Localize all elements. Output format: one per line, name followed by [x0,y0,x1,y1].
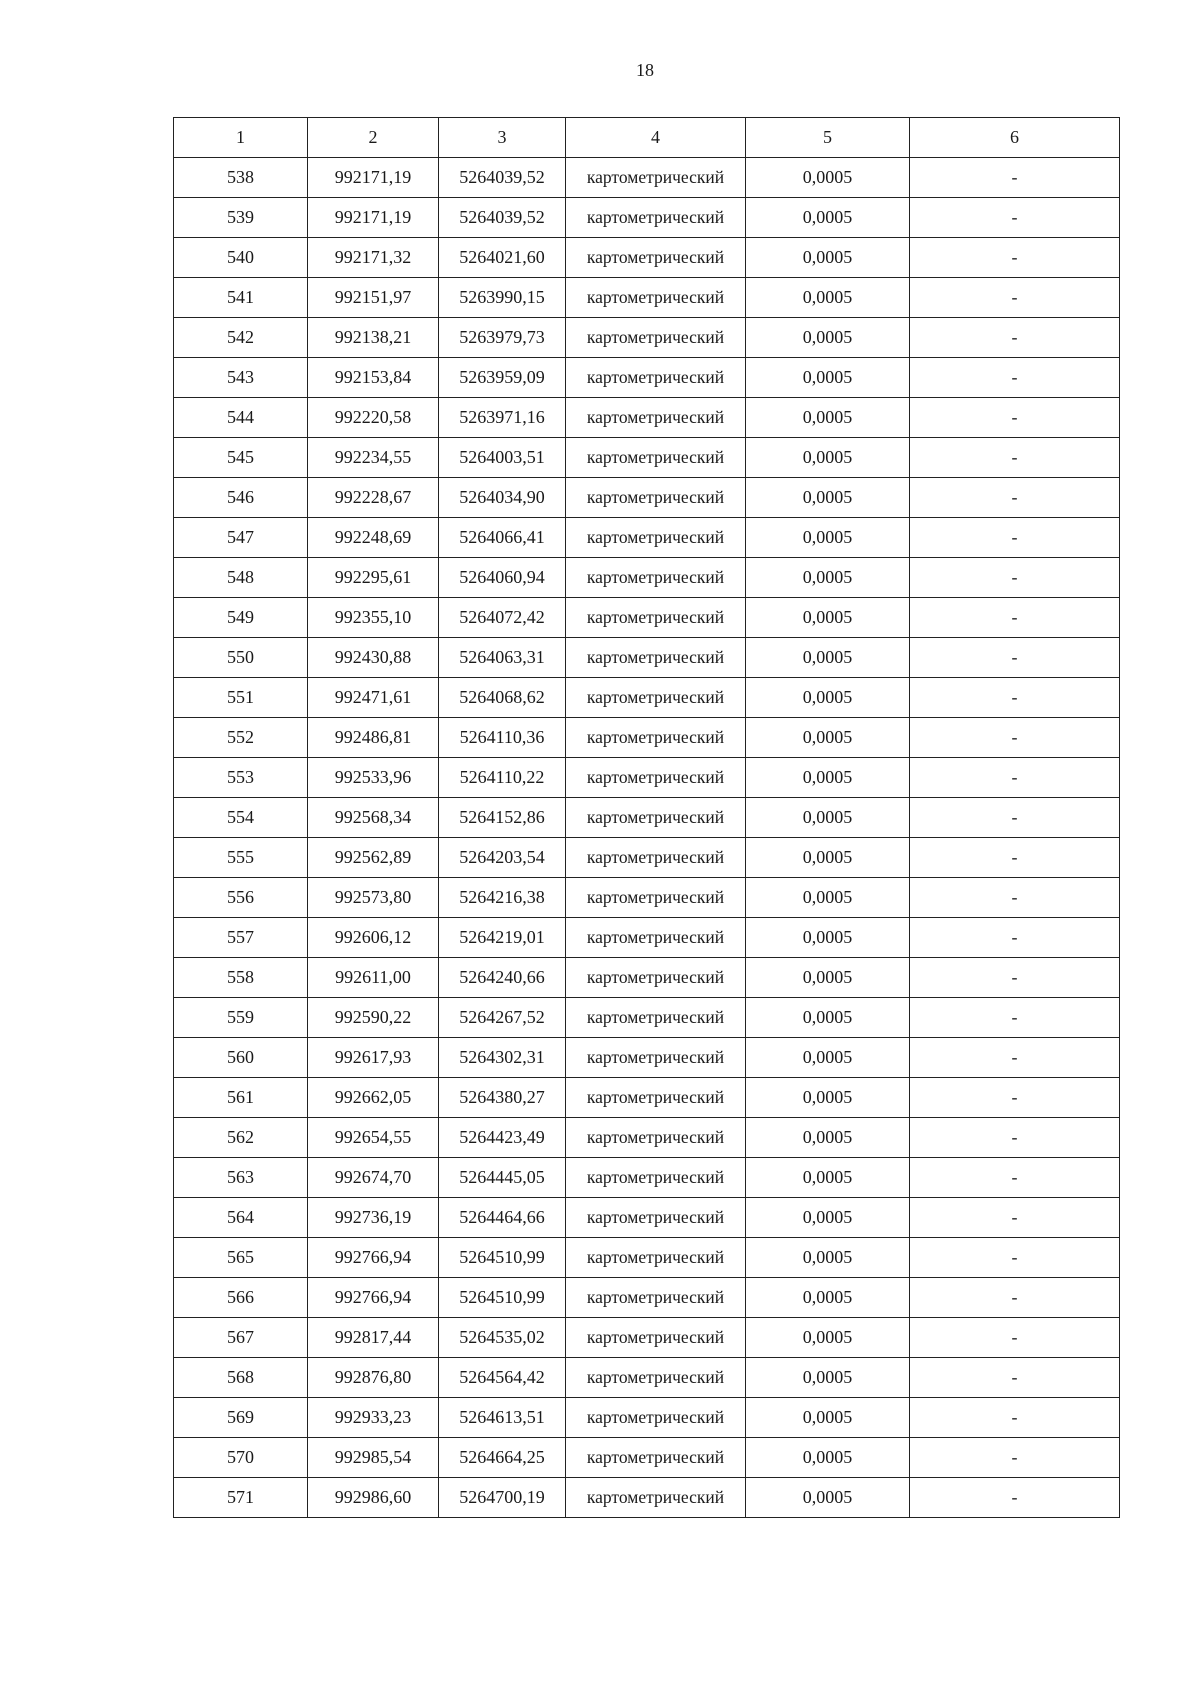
note-cell: - [910,1078,1120,1118]
note-cell: - [910,318,1120,358]
point-number-cell: 543 [174,358,308,398]
table-row [174,478,1120,518]
method-cell: картометрический [566,798,746,838]
point-number-cell: 570 [174,1438,308,1478]
note-cell: - [910,1038,1120,1078]
method-cell: картометрический [566,958,746,998]
note-cell: - [910,398,1120,438]
y-coordinate-cell: 5264003,51 [439,438,566,478]
method-cell: картометрический [566,1398,746,1438]
x-coordinate-cell: 992138,21 [308,318,439,358]
method-cell: картометрический [566,1198,746,1238]
x-coordinate-cell: 992985,54 [308,1438,439,1478]
y-coordinate-cell: 5264110,36 [439,718,566,758]
accuracy-cell: 0,0005 [746,838,910,878]
accuracy-cell: 0,0005 [746,998,910,1038]
accuracy-cell: 0,0005 [746,478,910,518]
note-cell: - [910,438,1120,478]
point-number-cell: 550 [174,638,308,678]
point-number-cell: 569 [174,1398,308,1438]
x-coordinate-cell: 992151,97 [308,278,439,318]
note-cell: - [910,1438,1120,1478]
x-coordinate-cell: 992171,32 [308,238,439,278]
accuracy-cell: 0,0005 [746,318,910,358]
accuracy-cell: 0,0005 [746,1398,910,1438]
y-coordinate-cell: 5264240,66 [439,958,566,998]
y-coordinate-cell: 5263979,73 [439,318,566,358]
x-coordinate-cell: 992562,89 [308,838,439,878]
accuracy-cell: 0,0005 [746,598,910,638]
table-row [174,158,1120,198]
y-coordinate-cell: 5264613,51 [439,1398,566,1438]
y-coordinate-cell: 5264302,31 [439,1038,566,1078]
note-cell: - [910,638,1120,678]
x-coordinate-cell: 992573,80 [308,878,439,918]
accuracy-cell: 0,0005 [746,1438,910,1478]
table-row [174,998,1120,1038]
column-header: 6 [910,118,1120,158]
y-coordinate-cell: 5264110,22 [439,758,566,798]
note-cell: - [910,518,1120,558]
method-cell: картометрический [566,1438,746,1478]
point-number-cell: 539 [174,198,308,238]
note-cell: - [910,358,1120,398]
point-number-cell: 563 [174,1158,308,1198]
x-coordinate-cell: 992674,70 [308,1158,439,1198]
x-coordinate-cell: 992533,96 [308,758,439,798]
note-cell: - [910,958,1120,998]
note-cell: - [910,238,1120,278]
x-coordinate-cell: 992986,60 [308,1478,439,1518]
table-row [174,1358,1120,1398]
y-coordinate-cell: 5264039,52 [439,158,566,198]
accuracy-cell: 0,0005 [746,158,910,198]
table-row [174,1038,1120,1078]
accuracy-cell: 0,0005 [746,278,910,318]
note-cell: - [910,1238,1120,1278]
accuracy-cell: 0,0005 [746,1278,910,1318]
x-coordinate-cell: 992766,94 [308,1238,439,1278]
note-cell: - [910,1358,1120,1398]
accuracy-cell: 0,0005 [746,1198,910,1238]
accuracy-cell: 0,0005 [746,518,910,558]
table-row [174,1078,1120,1118]
table-row [174,238,1120,278]
note-cell: - [910,1398,1120,1438]
method-cell: картометрический [566,1158,746,1198]
point-number-cell: 549 [174,598,308,638]
y-coordinate-cell: 5264464,66 [439,1198,566,1238]
table-row [174,398,1120,438]
table-row [174,718,1120,758]
column-header: 1 [174,118,308,158]
table-row [174,318,1120,358]
note-cell: - [910,678,1120,718]
table-row [174,918,1120,958]
accuracy-cell: 0,0005 [746,878,910,918]
point-number-cell: 568 [174,1358,308,1398]
x-coordinate-cell: 992228,67 [308,478,439,518]
table-row [174,1438,1120,1478]
point-number-cell: 566 [174,1278,308,1318]
y-coordinate-cell: 5263990,15 [439,278,566,318]
column-header: 3 [439,118,566,158]
y-coordinate-cell: 5264068,62 [439,678,566,718]
point-number-cell: 553 [174,758,308,798]
table-row [174,638,1120,678]
table-row [174,358,1120,398]
method-cell: картометрический [566,1118,746,1158]
coordinates-table [173,117,1120,1518]
point-number-cell: 560 [174,1038,308,1078]
x-coordinate-cell: 992171,19 [308,198,439,238]
note-cell: - [910,1278,1120,1318]
method-cell: картометрический [566,878,746,918]
method-cell: картометрический [566,678,746,718]
note-cell: - [910,1118,1120,1158]
x-coordinate-cell: 992486,81 [308,718,439,758]
accuracy-cell: 0,0005 [746,1038,910,1078]
y-coordinate-cell: 5264034,90 [439,478,566,518]
table-row [174,1318,1120,1358]
point-number-cell: 552 [174,718,308,758]
table-row [174,1478,1120,1518]
method-cell: картометрический [566,1278,746,1318]
y-coordinate-cell: 5264072,42 [439,598,566,638]
table-row [174,1238,1120,1278]
y-coordinate-cell: 5264203,54 [439,838,566,878]
point-number-cell: 551 [174,678,308,718]
method-cell: картометрический [566,1078,746,1118]
method-cell: картометрический [566,1318,746,1358]
accuracy-cell: 0,0005 [746,1118,910,1158]
point-number-cell: 538 [174,158,308,198]
method-cell: картометрический [566,318,746,358]
x-coordinate-cell: 992355,10 [308,598,439,638]
y-coordinate-cell: 5264700,19 [439,1478,566,1518]
note-cell: - [910,1478,1120,1518]
column-header: 5 [746,118,910,158]
x-coordinate-cell: 992817,44 [308,1318,439,1358]
point-number-cell: 567 [174,1318,308,1358]
table-row [174,278,1120,318]
point-number-cell: 561 [174,1078,308,1118]
point-number-cell: 544 [174,398,308,438]
table-row [174,518,1120,558]
point-number-cell: 547 [174,518,308,558]
accuracy-cell: 0,0005 [746,1238,910,1278]
table-row [174,878,1120,918]
table-row [174,798,1120,838]
table-row [174,1118,1120,1158]
x-coordinate-cell: 992234,55 [308,438,439,478]
y-coordinate-cell: 5264380,27 [439,1078,566,1118]
method-cell: картометрический [566,1038,746,1078]
method-cell: картометрический [566,838,746,878]
method-cell: картометрический [566,758,746,798]
accuracy-cell: 0,0005 [746,238,910,278]
accuracy-cell: 0,0005 [746,678,910,718]
note-cell: - [910,158,1120,198]
column-header: 4 [566,118,746,158]
y-coordinate-cell: 5264219,01 [439,918,566,958]
page-number: 18 [636,60,654,80]
method-cell: картометрический [566,1358,746,1398]
method-cell: картометрический [566,278,746,318]
accuracy-cell: 0,0005 [746,1158,910,1198]
x-coordinate-cell: 992933,23 [308,1398,439,1438]
x-coordinate-cell: 992654,55 [308,1118,439,1158]
accuracy-cell: 0,0005 [746,1078,910,1118]
method-cell: картометрический [566,918,746,958]
method-cell: картометрический [566,558,746,598]
x-coordinate-cell: 992590,22 [308,998,439,1038]
x-coordinate-cell: 992430,88 [308,638,439,678]
accuracy-cell: 0,0005 [746,1358,910,1398]
y-coordinate-cell: 5264510,99 [439,1238,566,1278]
accuracy-cell: 0,0005 [746,918,910,958]
note-cell: - [910,758,1120,798]
x-coordinate-cell: 992766,94 [308,1278,439,1318]
method-cell: картометрический [566,438,746,478]
column-header: 2 [308,118,439,158]
point-number-cell: 554 [174,798,308,838]
note-cell: - [910,1318,1120,1358]
point-number-cell: 571 [174,1478,308,1518]
y-coordinate-cell: 5264445,05 [439,1158,566,1198]
method-cell: картометрический [566,398,746,438]
point-number-cell: 556 [174,878,308,918]
table-row [174,438,1120,478]
table-row [174,198,1120,238]
table-body [174,158,1120,1518]
y-coordinate-cell: 5263959,09 [439,358,566,398]
point-number-cell: 555 [174,838,308,878]
point-number-cell: 564 [174,1198,308,1238]
table-row [174,598,1120,638]
method-cell: картометрический [566,998,746,1038]
note-cell: - [910,1198,1120,1238]
accuracy-cell: 0,0005 [746,398,910,438]
accuracy-cell: 0,0005 [746,758,910,798]
accuracy-cell: 0,0005 [746,638,910,678]
x-coordinate-cell: 992736,19 [308,1198,439,1238]
note-cell: - [910,838,1120,878]
note-cell: - [910,918,1120,958]
y-coordinate-cell: 5264664,25 [439,1438,566,1478]
method-cell: картометрический [566,198,746,238]
method-cell: картометрический [566,518,746,558]
point-number-cell: 548 [174,558,308,598]
point-number-cell: 540 [174,238,308,278]
method-cell: картометрический [566,238,746,278]
table-row [174,838,1120,878]
point-number-cell: 559 [174,998,308,1038]
table-row [174,1398,1120,1438]
note-cell: - [910,798,1120,838]
y-coordinate-cell: 5264423,49 [439,1118,566,1158]
x-coordinate-cell: 992617,93 [308,1038,439,1078]
note-cell: - [910,1158,1120,1198]
accuracy-cell: 0,0005 [746,438,910,478]
point-number-cell: 545 [174,438,308,478]
point-number-cell: 546 [174,478,308,518]
y-coordinate-cell: 5264066,41 [439,518,566,558]
x-coordinate-cell: 992606,12 [308,918,439,958]
x-coordinate-cell: 992662,05 [308,1078,439,1118]
y-coordinate-cell: 5264535,02 [439,1318,566,1358]
table-row [174,1198,1120,1238]
method-cell: картометрический [566,478,746,518]
accuracy-cell: 0,0005 [746,1478,910,1518]
point-number-cell: 541 [174,278,308,318]
point-number-cell: 542 [174,318,308,358]
table-row [174,558,1120,598]
y-coordinate-cell: 5264063,31 [439,638,566,678]
point-number-cell: 558 [174,958,308,998]
table-row [174,758,1120,798]
note-cell: - [910,878,1120,918]
method-cell: картометрический [566,1238,746,1278]
method-cell: картометрический [566,358,746,398]
method-cell: картометрический [566,158,746,198]
x-coordinate-cell: 992295,61 [308,558,439,598]
accuracy-cell: 0,0005 [746,358,910,398]
note-cell: - [910,478,1120,518]
y-coordinate-cell: 5264267,52 [439,998,566,1038]
table-row [174,678,1120,718]
accuracy-cell: 0,0005 [746,718,910,758]
y-coordinate-cell: 5264039,52 [439,198,566,238]
accuracy-cell: 0,0005 [746,1318,910,1358]
y-coordinate-cell: 5264060,94 [439,558,566,598]
y-coordinate-cell: 5264510,99 [439,1278,566,1318]
note-cell: - [910,598,1120,638]
note-cell: - [910,718,1120,758]
point-number-cell: 562 [174,1118,308,1158]
method-cell: картометрический [566,598,746,638]
y-coordinate-cell: 5264021,60 [439,238,566,278]
method-cell: картометрический [566,1478,746,1518]
accuracy-cell: 0,0005 [746,198,910,238]
x-coordinate-cell: 992611,00 [308,958,439,998]
x-coordinate-cell: 992220,58 [308,398,439,438]
point-number-cell: 565 [174,1238,308,1278]
y-coordinate-cell: 5264152,86 [439,798,566,838]
table-header-row [174,118,1120,158]
accuracy-cell: 0,0005 [746,798,910,838]
table-row [174,1278,1120,1318]
x-coordinate-cell: 992171,19 [308,158,439,198]
method-cell: картометрический [566,718,746,758]
x-coordinate-cell: 992568,34 [308,798,439,838]
method-cell: картометрический [566,638,746,678]
accuracy-cell: 0,0005 [746,958,910,998]
y-coordinate-cell: 5264216,38 [439,878,566,918]
x-coordinate-cell: 992153,84 [308,358,439,398]
note-cell: - [910,278,1120,318]
x-coordinate-cell: 992471,61 [308,678,439,718]
note-cell: - [910,998,1120,1038]
note-cell: - [910,558,1120,598]
table-row [174,1158,1120,1198]
x-coordinate-cell: 992248,69 [308,518,439,558]
y-coordinate-cell: 5263971,16 [439,398,566,438]
point-number-cell: 557 [174,918,308,958]
y-coordinate-cell: 5264564,42 [439,1358,566,1398]
note-cell: - [910,198,1120,238]
x-coordinate-cell: 992876,80 [308,1358,439,1398]
accuracy-cell: 0,0005 [746,558,910,598]
table-row [174,958,1120,998]
